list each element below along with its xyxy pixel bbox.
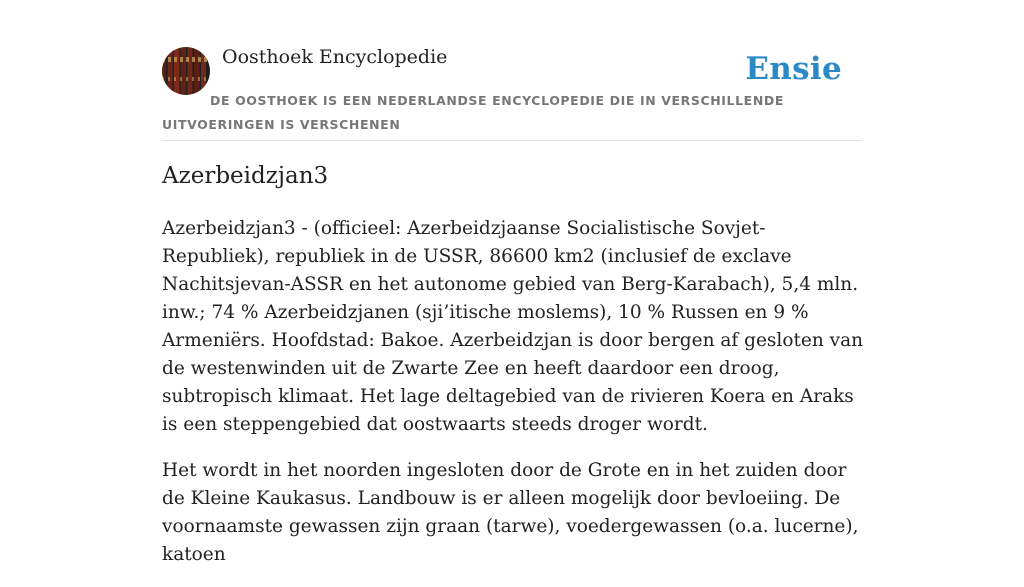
ensie-logo[interactable]: Ensie <box>745 51 842 87</box>
article-paragraph: Azerbeidzjan3 - (officieel: Azerbeidzjaanse Socialistische Sovjet-Republiek), republiek in de USSR, 86600 km2 (inclusief de exclave Nachitsjevan-ASSR en het autonome gebied van Berg-Karabach), 5,4 mln. inw.; 74 % Azerbeidzjanen (sji’itische moslems), 10 % Russen en 9 % Armeniërs. Hoofdstad: Bakoe. Azerbeidzjan is door bergen af gesloten van de westenwinden uit de Zwarte Zee en heeft daardoor een droog, subtropisch klimaat. Het lage deltagebied van de rivieren Koera en Araks is een steppengebied dat oostwaarts steeds droger wordt. <box>162 218 864 435</box>
article-body <box>162 215 867 587</box>
encyclopedia-avatar[interactable] <box>162 47 210 95</box>
article-paragraph: Het wordt in het noorden ingesloten door de Grote en in het zuiden door de Kleine Kaukasus. Landbouw is er alleen mogelijk door bevloeiing. De voornaamste gewassen zijn graan (tarwe), voedergewassen (o.a. lucerne), katoen <box>162 460 859 565</box>
article-title: Azerbeidzjan3 <box>162 163 329 189</box>
site-tagline: DE OOSTHOEK IS EEN NEDERLANDSE ENCYCLOPEDIE DIE IN VERSCHILLENDE UITVOERINGEN IS VERSCHENEN <box>162 93 784 132</box>
page-container <box>162 0 864 565</box>
site-name[interactable]: Oosthoek Encyclopedie <box>222 46 448 68</box>
site-header <box>162 0 862 141</box>
